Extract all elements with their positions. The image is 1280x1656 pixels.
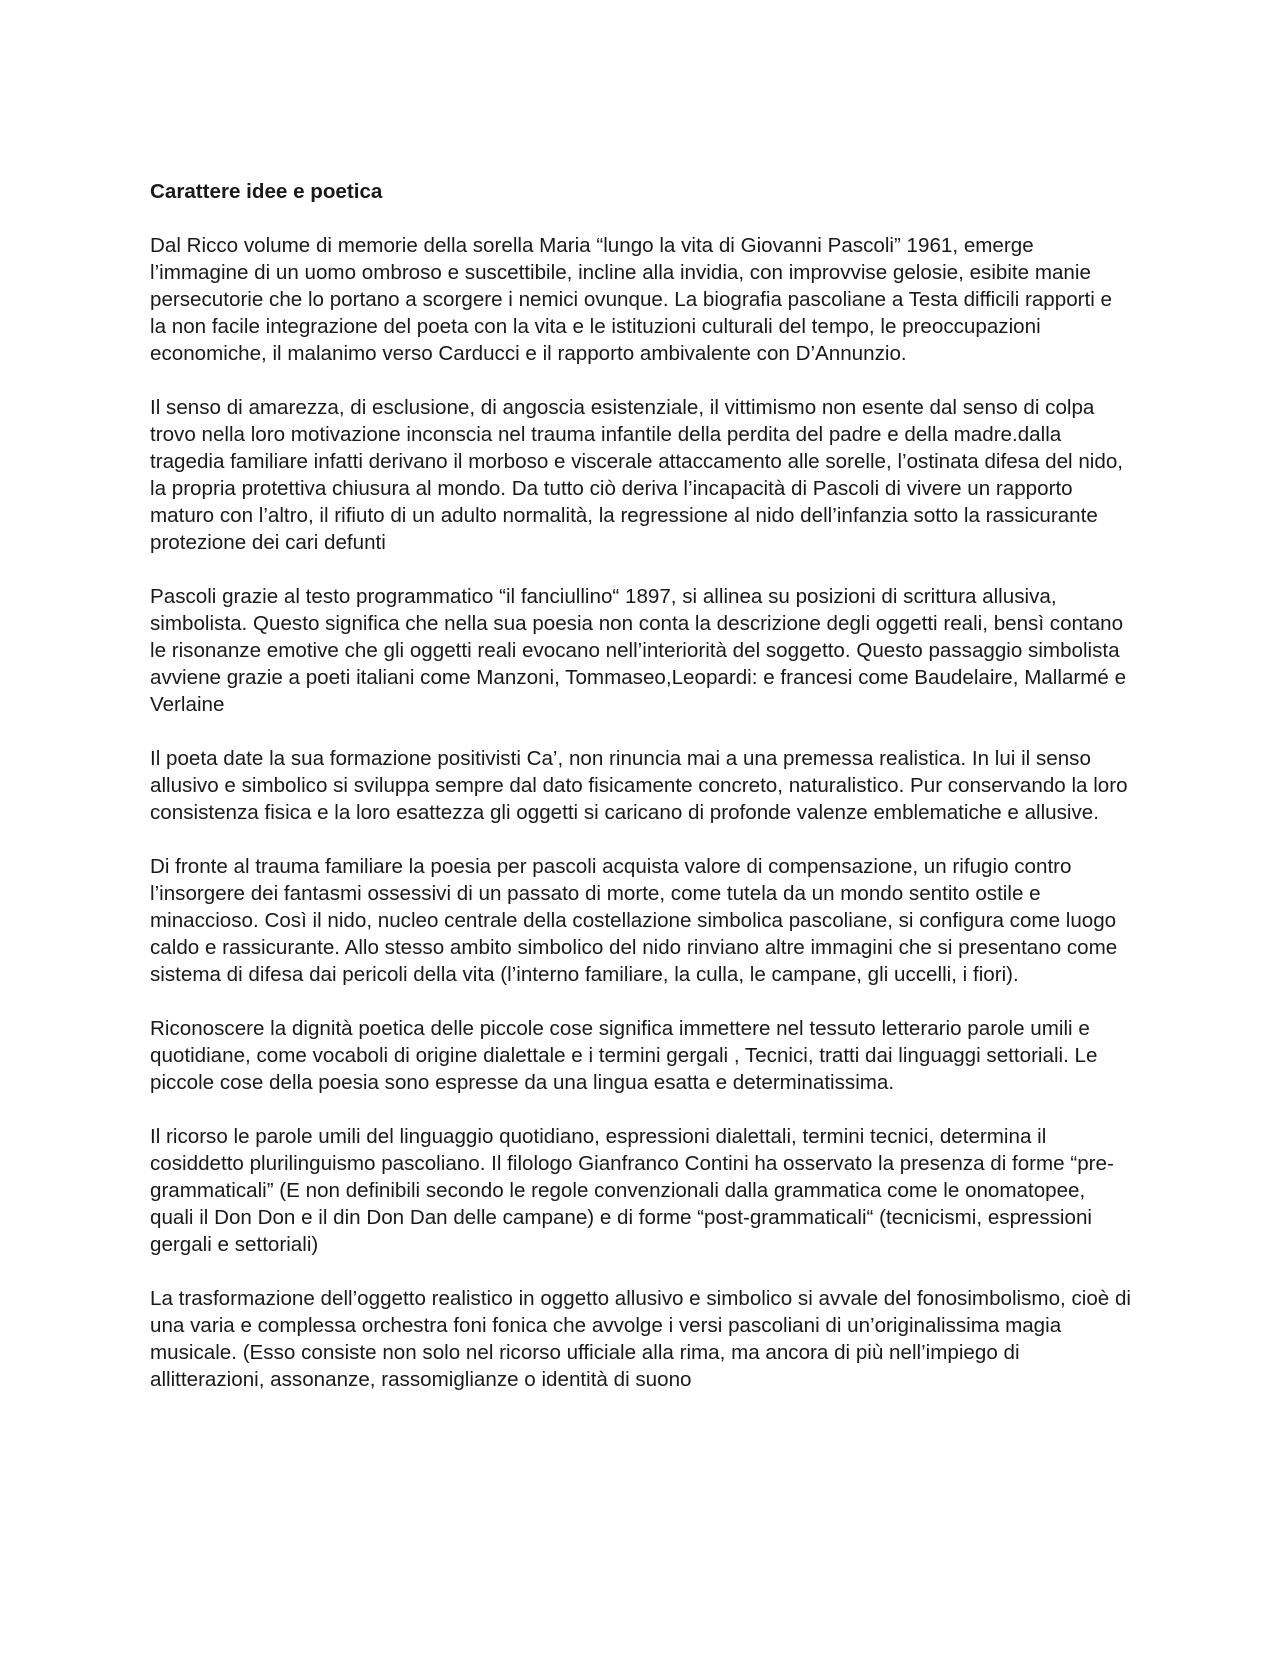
paragraph-7: Il ricorso le parole umili del linguaggio quotidiano, espressioni dialettali, termini tecnici, determina il cosiddetto plurilinguismo pascoliano. Il filologo Gianfranco Contini ha osservato la presenza di forme “pre-grammaticali” (E non definibili secondo le regole convenzionali dalla grammatica come le onomatopee, quali il Don Don e il din Don Dan delle campane) e di forme “post-grammaticali“ (tecnicismi, espressioni gergali e settoriali) [150,1125,1114,1256]
paragraph-1: Dal Ricco volume di memorie della sorella Maria “lungo la vita di Giovanni Pascoli” 1961, emerge l’immagine di un uomo ombroso e suscettibile, incline alla invidia, con improvvise gelosie, esibite manie persecutorie che lo portano a scorgere i nemici ovunque. La biografia pascoliane a Testa difficili rapporti e la non facile integrazione del poeta con la vita e le istituzioni culturali del tempo, le preoccupazioni economiche, il malanimo verso Carducci e il rapporto ambivalente con D’Annunzio. [150,234,1112,365]
document-title: Carattere idee e poetica [150,180,383,203]
paragraph-6: Riconoscere la dignità poetica delle piccole cose significa immettere nel tessuto letterario parole umili e quotidiane, come vocaboli di origine dialettale e i termini gergali , Tecnici, tratti dai linguaggi settoriali. Le piccole cose della poesia sono espresse da una lingua esatta e determinatissima. [150,1017,1098,1094]
paragraph-8: La trasformazione dell’oggetto realistico in oggetto allusivo e simbolico si avvale del fonosimbolismo, cioè di una varia e complessa orchestra foni fonica che avvolge i versi pascoliani di un’originalissima magia musicale. (Esso consiste non solo nel ricorso ufficiale alla rima, ma ancora di più nell’impiego di allitterazioni, assonanze, rassomiglianze o identità di suono [150,1287,1131,1391]
paragraph-3: Pascoli grazie al testo programmatico “il fanciullino“ 1897, si allinea su posizioni di scrittura allusiva, simbolista. Questo significa che nella sua poesia non conta la descrizione degli oggetti reali, bensì contano le risonanze emotive che gli oggetti reali evocano nell’interiorità del soggetto. Questo passaggio simbolista avviene grazie a poeti italiani come Manzoni, Tommaseo,Leopardi: e francesi come Baudelaire, Mallarmé e Verlaine [150,585,1127,716]
paragraph-2: Il senso di amarezza, di esclusione, di angoscia esistenziale, il vittimismo non esente dal senso di colpa trovo nella loro motivazione inconscia nel trauma infantile della perdita del padre e della madre.dalla tragedia familiare infatti derivano il morboso e viscerale attaccamento alle sorelle, l’ostinata difesa del nido, la propria protettiva chiusura al mondo. Da tutto ciò deriva l’incapacità di Pascoli di vivere un rapporto maturo con l’altro, il rifiuto di un adulto normalità, la regressione al nido dell’infanzia sotto la rassicurante protezione dei cari defunti [150,396,1123,554]
paragraph-5: Di fronte al trauma familiare la poesia per pascoli acquista valore di compensazione, un rifugio contro l’insorgere dei fantasmi ossessivi di un passato di morte, come tutela da un mondo sentito ostile e minaccioso. Così il nido, nucleo centrale della costellazione simbolica pascoliane, si configura come luogo caldo e rassicurante. Allo stesso ambito simbolico del nido rinviano altre immagini che si presentano come sistema di difesa dai pericoli della vita (l’interno familiare, la culla, le campane, gli uccelli, i fiori). [150,855,1118,986]
paragraph-4: Il poeta date la sua formazione positivisti Ca’, non rinuncia mai a una premessa realistica. In lui il senso allusivo e simbolico si sviluppa sempre dal dato fisicamente concreto, naturalistico. Pur conservando la loro consistenza fisica e la loro esattezza gli oggetti si caricano di profonde valenze emblematiche e allusive. [150,747,1128,824]
document-page [150,178,1132,1393]
